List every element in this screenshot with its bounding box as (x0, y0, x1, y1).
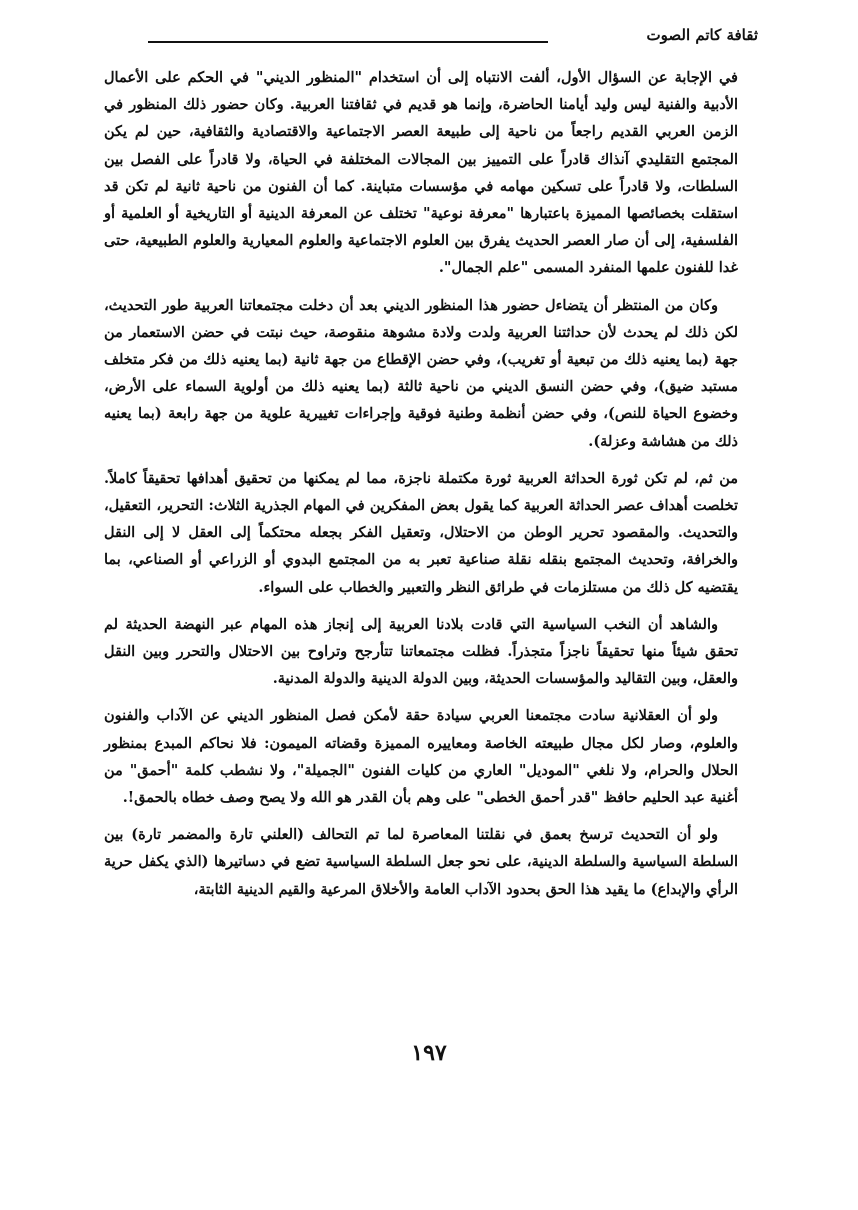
page-number: ١٩٧ (411, 1040, 447, 1066)
header-rule (148, 41, 548, 43)
body-text (104, 64, 738, 913)
running-header (148, 22, 758, 52)
paragraph-3: من ثم، لم تكن ثورة الحداثة العربية ثورة مكتملة ناجزة، مما لم يمكنها من تحقيق أهدافها تحقيقاً كاملاً. تخلصت أهداف عصر الحداثة العربية كما يقول بعض المفكرين في المهام الجذرية الثلاث: التحرير، التعقيل، والتحديث. والمقصود تحرير الوطن من الاحتلال، وتعقيل الفكر بجعله محتكماً إلى العقل لا إلى النقل والخرافة، وتحديث المجتمع بنقله نقلة صناعية تعبر به من المجتمع البدوي أو الزراعي أو الصناعي، بما يقتضيه كل ذلك من مستلزمات في طرائق النظر والتعبير والخطاب على السواء. (104, 469, 738, 596)
paragraph-5: ولو أن العقلانية سادت مجتمعنا العربي سيادة حقة لأمكن فصل المنظور الديني عن الآداب والفنون والعلوم، وصار لكل مجال طبيعته الخاصة ومعاييره المميزة وقضاته الميمون: فلا نحاكم المبدع بمنظور الحلال والحرام، ولا نلغي "الموديل" العاري من كليات الفنون "الجميلة"، ولا نشطب كلمة "أحمق" من أغنية عبد الحليم حافظ "قدر أحمق الخطى" على وهم بأن القدر هو الله ولا يصح وصف خطاه بالحمق!. (104, 707, 738, 807)
running-header-title: ثقافة كاتم الصوت (646, 26, 758, 44)
paragraph-2: وكان من المنتظر أن يتضاءل حضور هذا المنظور الديني بعد أن دخلت مجتمعاتنا العربية طور التحديث، لكن ذلك لم يحدث لأن حداثتنا العربية ولدت ولادة مشوهة منقوصة، حيث نبتت في حضن الاستعمار من جهة (بما يعنيه ذلك من تبعية أو تغريب)، وفي حضن الإقطاع من جهة ثانية (بما يعنيه ذلك من فكر متخلف مستبد ضيق)، وفي حضن النسق الديني من ناحية ثالثة (بما يعنيه ذلك من أولوية السماء على الأرض، وخضوع الحياة للنص)، وفي حضن أنظمة وطنية فوقية وإجراءات تغييرية علوية من جهة رابعة (بما يعنيه ذلك من هشاشة وعزلة). (104, 296, 738, 450)
paragraph-6: ولو أن التحديث ترسخ بعمق في نقلتنا المعاصرة لما تم التحالف (العلني تارة والمضمر تارة) بين السلطة السياسية والسلطة الدينية، على نحو جعل السلطة السياسية تضع في دساتيرها (الذي يكفل حرية الرأي والإبداع) ما يقيد هذا الحق بحدود الآداب العامة والأخلاق المرعية والقيم الدينية الثابتة، (104, 826, 738, 898)
paragraph-4: والشاهد أن النخب السياسية التي قادت بلادنا العربية إلى إنجاز هذه المهام عبر النهضة الحديثة لم تحقق شيئاً منها تحقيقاً ناجزاً متجذراً. فظلت مجتمعاتنا تتأرجح وتراوح بين الاحتلال والتحرر وبين النقل والعقل، وبين التقاليد والمؤسسات الحديثة، وبين الدولة الدينية والدولة المدنية. (104, 615, 738, 688)
paragraph-1: في الإجابة عن السؤال الأول، ألفت الانتباه إلى أن استخدام "المنظور الديني" في الحكم على الأعمال الأدبية والفنية ليس وليد أيامنا الحاضرة، وإنما هو قديم في ثقافتنا العربية. وكان حضور ذلك المنظور في الزمن العربي القديم راجعاً من ناحية إلى طبيعة العصر الاجتماعية والاقتصادية والثقافية، حين لم يكن المجتمع التقليدي آنذاك قادراً على التمييز بين المجالات المختلفة في الحياة، ولا قادراً على الفصل بين السلطات، ولا قادراً على تسكين مهامه في مؤسسات متباينة. كما أن الفنون من ناحية ثانية لم تكن قد استقلت بخصائصها المميزة باعتبارها "معرفة نوعية" تختلف عن المعرفة الدينية أو التاريخية أو العلمية أو الفلسفية، إلى أن صار العصر الحديث يفرق بين العلوم الاجتماعية والعلوم المعيارية والعلوم الطبيعية، حتى غدا للفنون علمها المنفرد المسمى "علم الجمال". (104, 69, 738, 277)
